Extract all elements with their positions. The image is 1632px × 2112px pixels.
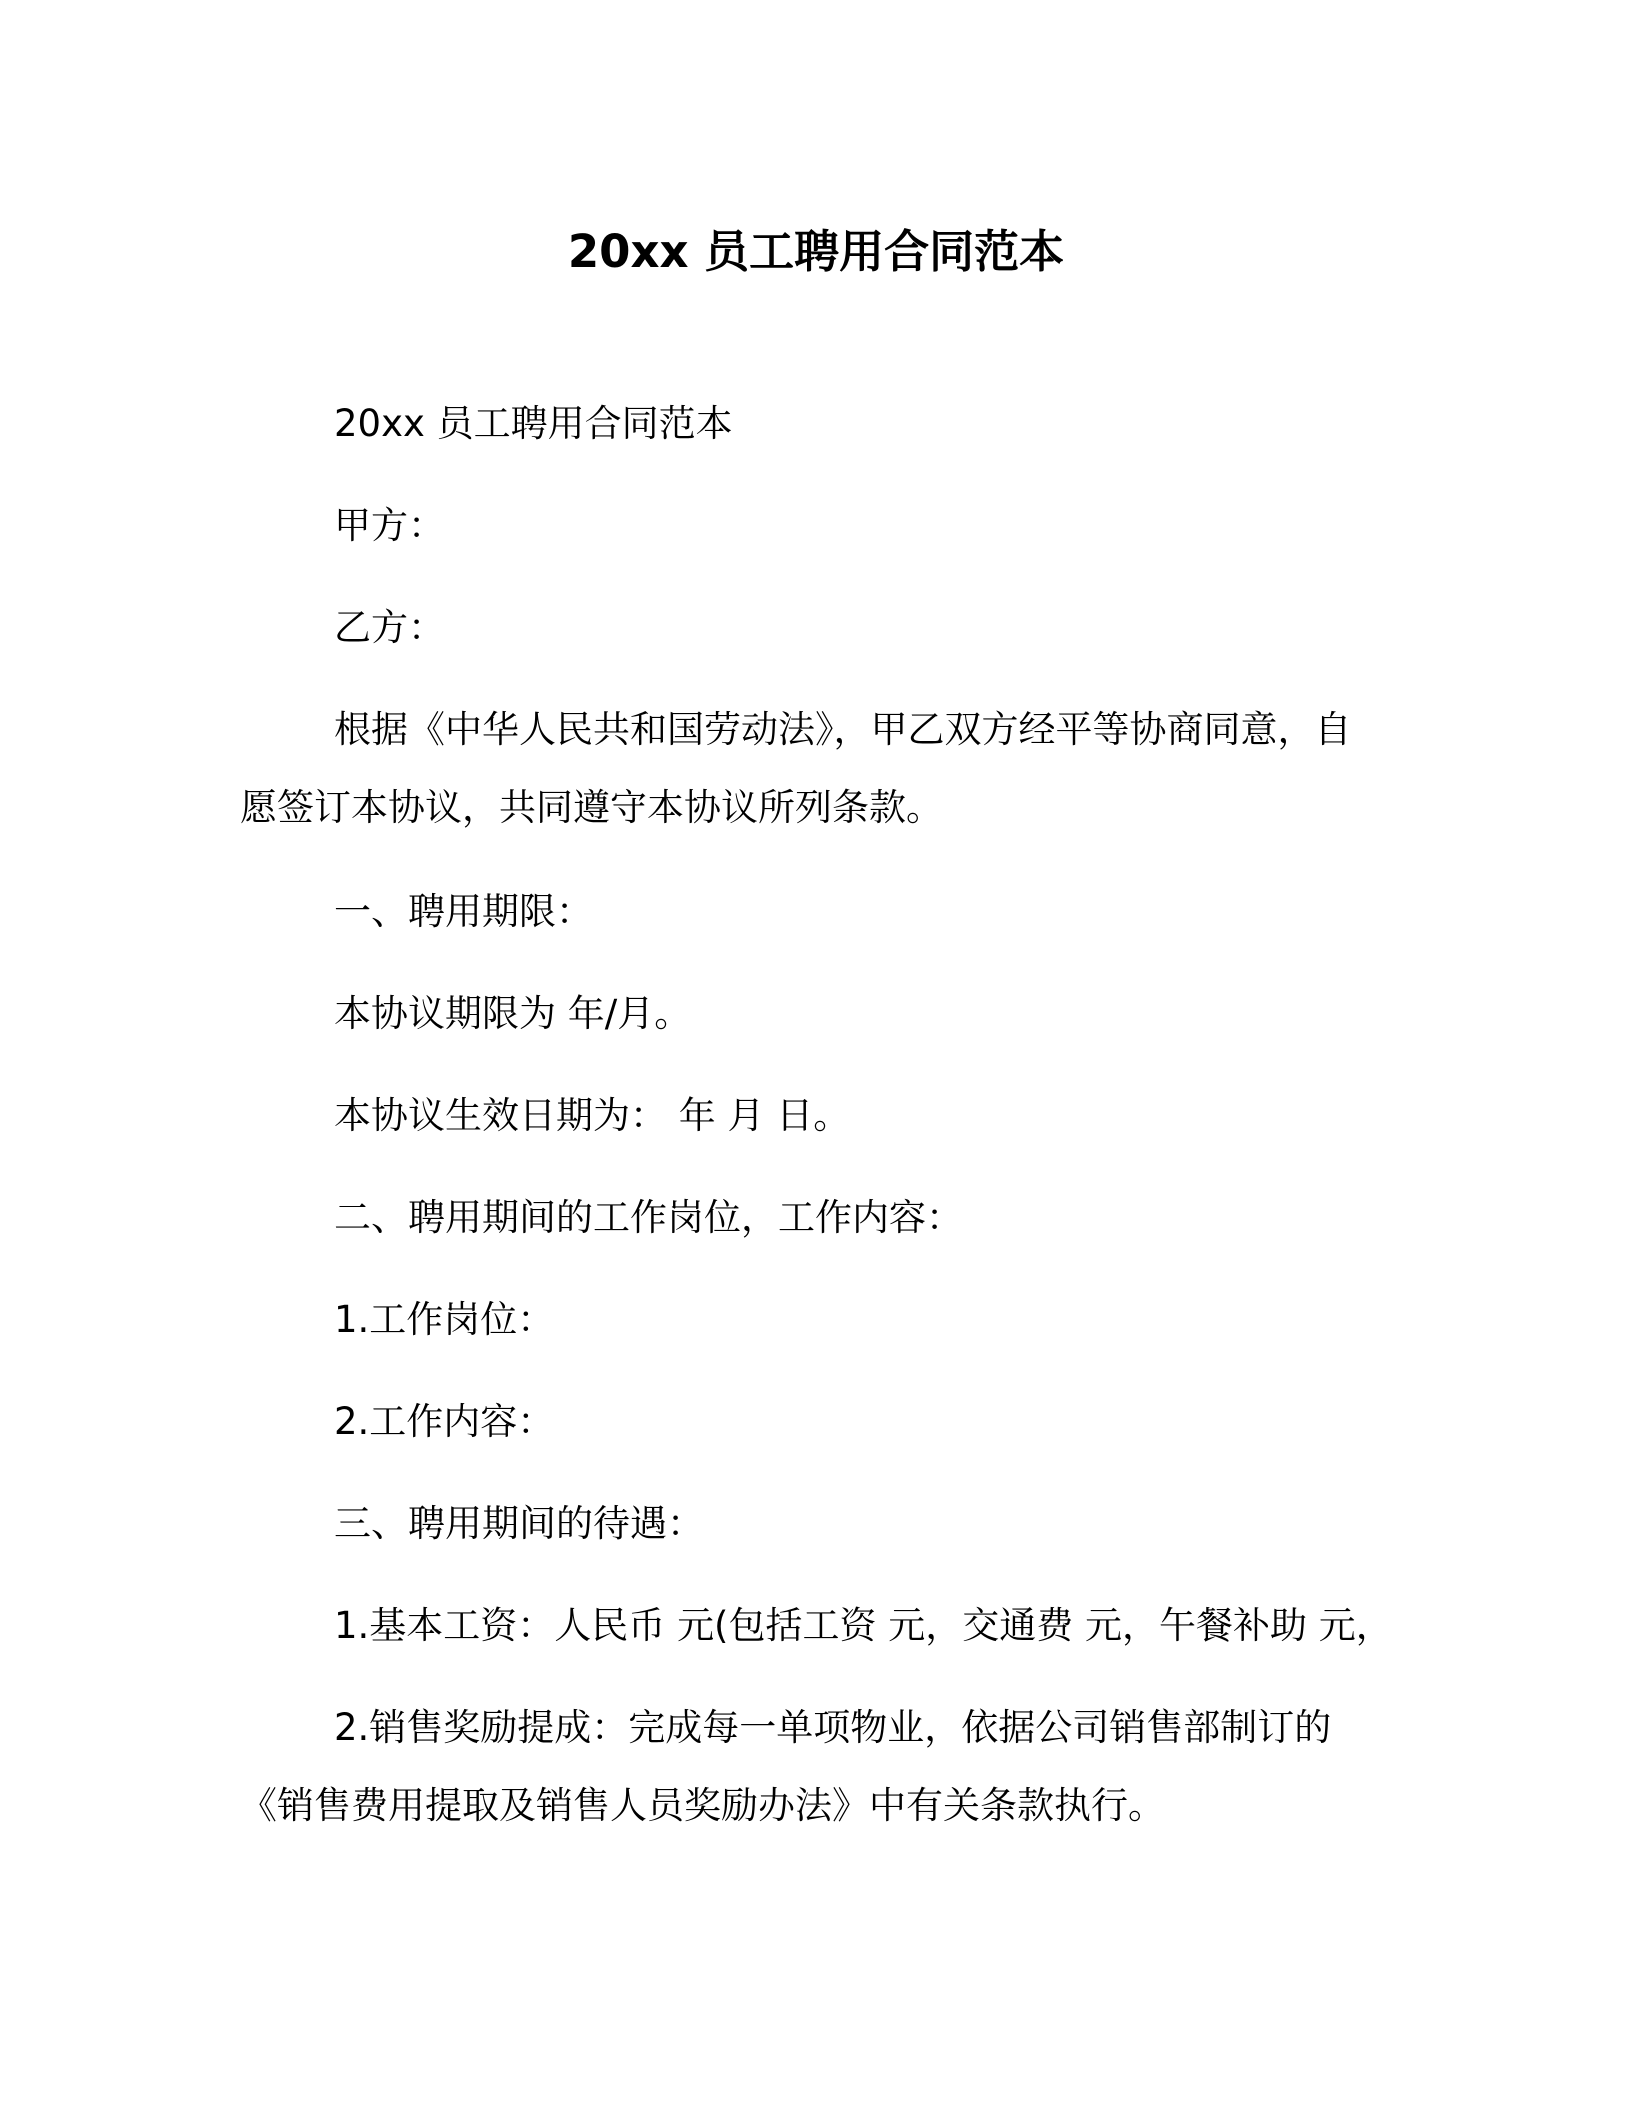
- section-heading-position: 二、聘用期间的工作岗位，工作内容：: [334, 1196, 963, 1239]
- term-duration-line: 本协议期限为 年/月。: [334, 992, 692, 1035]
- party-b-line: 乙方：: [334, 606, 445, 649]
- work-content-line: 2.工作内容：: [334, 1400, 555, 1443]
- sales-commission-line-2: 《销售费用提取及销售人员奖励办法》中有关条款执行。: [240, 1784, 1165, 1827]
- section-heading-compensation: 三、聘用期间的待遇：: [334, 1502, 704, 1545]
- preamble-line-2: 愿签订本协议，共同遵守本协议所列条款。: [240, 786, 943, 829]
- base-salary-line: 1.基本工资：人民币 元(包括工资 元，交通费 元，午餐补助 元，: [334, 1604, 1393, 1647]
- position-line: 1.工作岗位：: [334, 1298, 555, 1341]
- party-a-line: 甲方：: [334, 504, 445, 547]
- effective-date-line: 本协议生效日期为： 年 月 日。: [334, 1094, 851, 1137]
- preamble-line-1: 根据《中华人民共和国劳动法》，甲乙双方经平等协商同意，自: [334, 708, 1352, 751]
- section-heading-term: 一、聘用期限：: [334, 890, 593, 933]
- document-title: 20xx 员工聘用合同范本: [567, 225, 1065, 278]
- subtitle-line: 20xx 员工聘用合同范本: [334, 402, 733, 445]
- sales-commission-line-1: 2.销售奖励提成：完成每一单项物业，依据公司销售部制订的: [334, 1706, 1332, 1749]
